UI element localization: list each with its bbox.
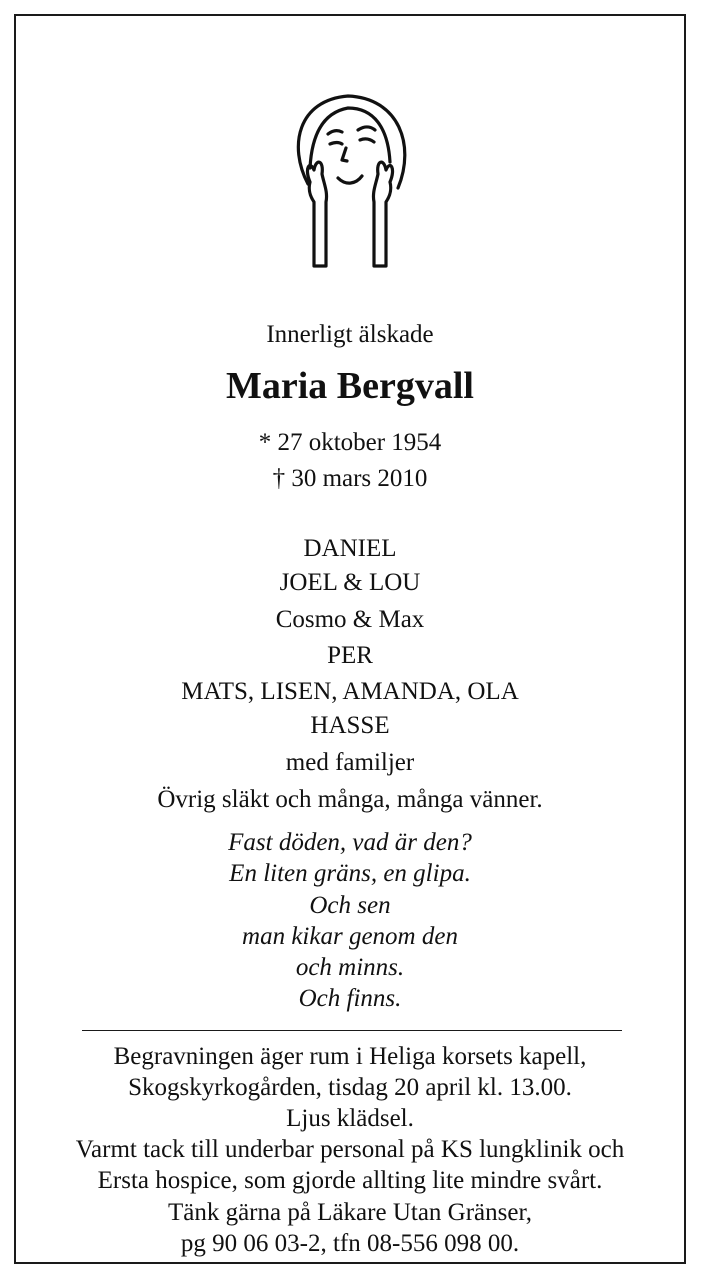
divider (82, 1030, 622, 1031)
funeral-info-line: Ersta hospice, som gjorde allting lite mindre svårt. (97, 1167, 603, 1194)
verse-line: man kikar genom den (242, 923, 458, 950)
mourner-line: MATS, LISEN, AMANDA, OLA (181, 678, 519, 705)
funeral-info-line: Tänk gärna på Läkare Utan Gränser, (167, 1199, 533, 1226)
mourner-line: HASSE (310, 712, 390, 739)
portrait-drawing (280, 84, 420, 274)
verse-line: Och finns. (298, 985, 402, 1012)
death-date: † 30 mars 2010 (272, 465, 428, 492)
birth-date: * 27 oktober 1954 (258, 429, 442, 456)
funeral-info-line: Ljus klädsel. (286, 1105, 414, 1132)
funeral-info-line: pg 90 06 03-2, tfn 08-556 098 00. (180, 1230, 520, 1257)
funeral-info-line: Begravningen äger rum i Heliga korsets kapell, (113, 1043, 587, 1070)
verse-line: Och sen (309, 892, 391, 919)
verse-line: En liten gräns, en glipa. (229, 860, 471, 887)
mourner-line: PER (327, 642, 373, 669)
funeral-info-line: Varmt tack till underbar personal på KS lungklinik och (75, 1136, 625, 1163)
intro-line: Innerligt älskade (266, 321, 434, 348)
mourner-line: Övrig släkt och många, många vänner. (157, 786, 543, 813)
verse-line: och minns. (295, 954, 405, 981)
mourner-line: DANIEL (303, 535, 397, 562)
mourner-line: JOEL & LOU (279, 569, 421, 596)
mourner-line: med familjer (285, 749, 415, 776)
funeral-info-line: Skogskyrkogården, tisdag 20 april kl. 13.00. (128, 1074, 572, 1101)
deceased-name: Maria Bergvall (226, 365, 474, 407)
verse-line: Fast döden, vad är den? (228, 829, 472, 856)
mourner-line: Cosmo & Max (275, 606, 425, 633)
